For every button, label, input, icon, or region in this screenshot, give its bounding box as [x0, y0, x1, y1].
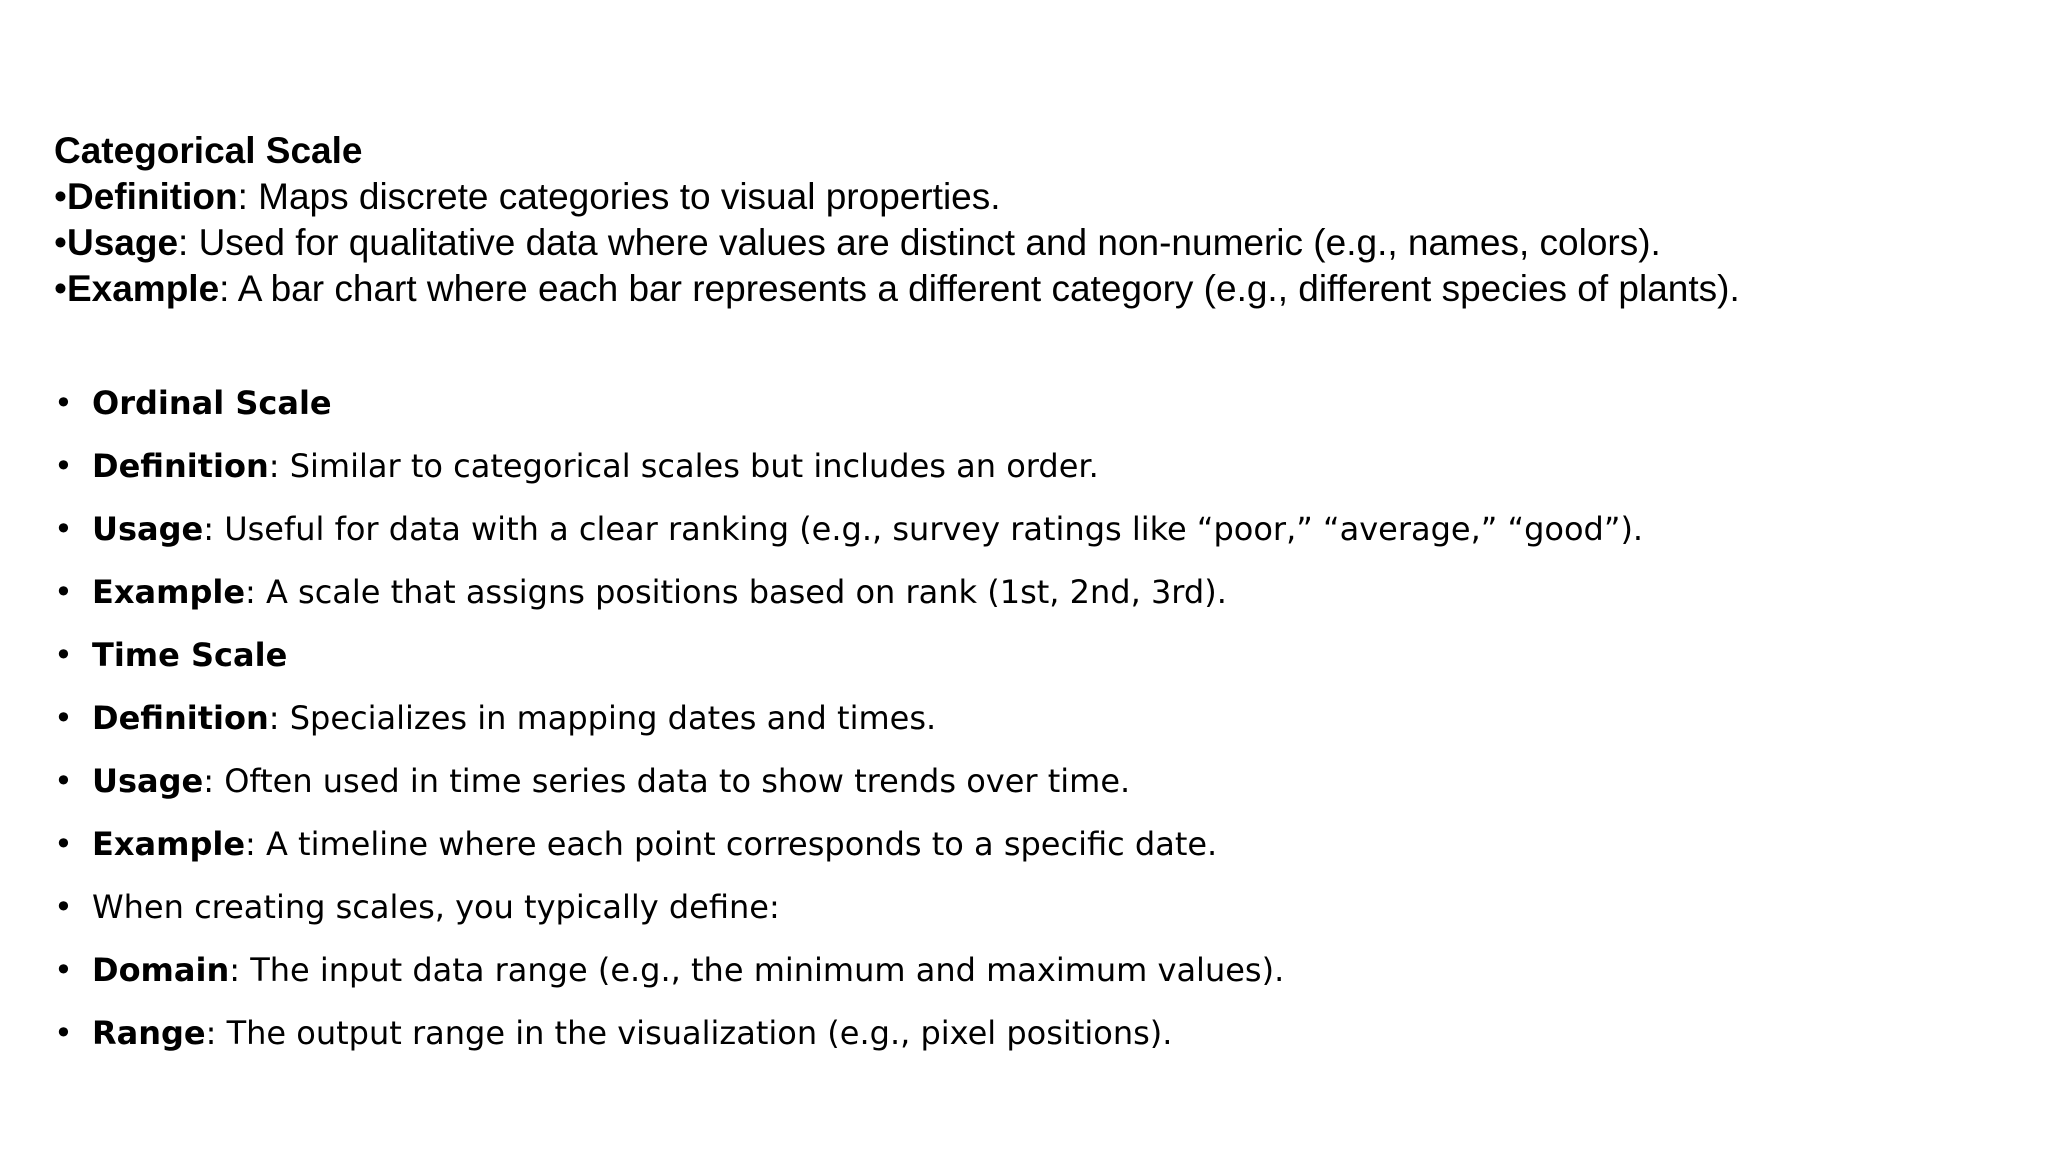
item-text: : Useful for data with a clear ranking (e.g., survey ratings like “poor,” “average,” “good”). — [203, 510, 1644, 548]
item-label: Domain — [92, 951, 230, 989]
section-title: Categorical Scale — [54, 130, 363, 171]
item-label: Ordinal Scale — [92, 384, 332, 422]
line-text: : A bar chart where each bar represents a different category (e.g., different species of plants). — [219, 268, 1740, 309]
list-item-time-usage — [54, 750, 1994, 813]
bullet-glyph: • — [54, 222, 67, 263]
item-text: : Specializes in mapping dates and times. — [268, 699, 937, 737]
item-text: : Often used in time series data to show trends over time. — [203, 762, 1131, 800]
item-label: Definition — [92, 699, 269, 737]
bullet-glyph: • — [54, 762, 73, 800]
bullet-glyph: • — [54, 176, 67, 217]
item-label: Time Scale — [92, 636, 288, 674]
list-item-time-example — [54, 813, 1994, 876]
bullet-glyph: • — [54, 825, 73, 863]
bullet-glyph: • — [54, 636, 73, 674]
line-label: Example — [66, 268, 220, 309]
list-item-ordinal-usage — [54, 498, 1994, 561]
bullet-glyph: • — [54, 510, 73, 548]
item-label: Range — [92, 1014, 206, 1052]
list-item-time-definition — [54, 687, 1994, 750]
item-text: : A scale that assigns positions based on rank (1st, 2nd, 3rd). — [245, 573, 1227, 611]
line-label: Definition — [66, 176, 238, 217]
bullet-glyph: • — [54, 268, 67, 309]
item-text: When creating scales, you typically define: — [92, 888, 780, 926]
item-text: : A timeline where each point corresponds to a specific date. — [245, 825, 1218, 863]
bullet-glyph: • — [54, 384, 73, 422]
list-item-ordinal-scale — [54, 372, 1994, 435]
item-label: Usage — [92, 762, 204, 800]
item-text: : Similar to categorical scales but includes an order. — [268, 447, 1099, 485]
list-item-time-scale — [54, 624, 1994, 687]
top-line-usage — [54, 220, 2014, 266]
categorical-scale-block — [54, 128, 2014, 312]
list-item-domain — [54, 939, 1994, 1002]
item-label: Example — [92, 573, 246, 611]
item-label: Usage — [92, 510, 204, 548]
bullet-glyph: • — [54, 951, 73, 989]
bullet-glyph: • — [54, 447, 73, 485]
item-label: Definition — [92, 447, 269, 485]
line-text: : Maps discrete categories to visual properties. — [237, 176, 1001, 217]
top-line-example — [54, 266, 2014, 312]
item-text: : The output range in the visualization (e.g., pixel positions). — [205, 1014, 1173, 1052]
list-item-creating-scales — [54, 876, 1994, 939]
bullet-glyph: • — [54, 1014, 73, 1052]
bullet-glyph: • — [54, 888, 73, 926]
line-text: : Used for qualitative data where values are distinct and non-numeric (e.g., names, colors). — [178, 222, 1661, 263]
top-line-definition — [54, 174, 2014, 220]
bullet-glyph: • — [54, 699, 73, 737]
list-item-ordinal-example — [54, 561, 1994, 624]
bullet-glyph: • — [54, 573, 73, 611]
item-text: : The input data range (e.g., the minimum and maximum values). — [229, 951, 1285, 989]
bullet-list — [54, 372, 1994, 1065]
line-label: Usage — [66, 222, 179, 263]
list-item-range — [54, 1002, 1994, 1065]
item-label: Example — [92, 825, 246, 863]
list-item-ordinal-definition — [54, 435, 1994, 498]
